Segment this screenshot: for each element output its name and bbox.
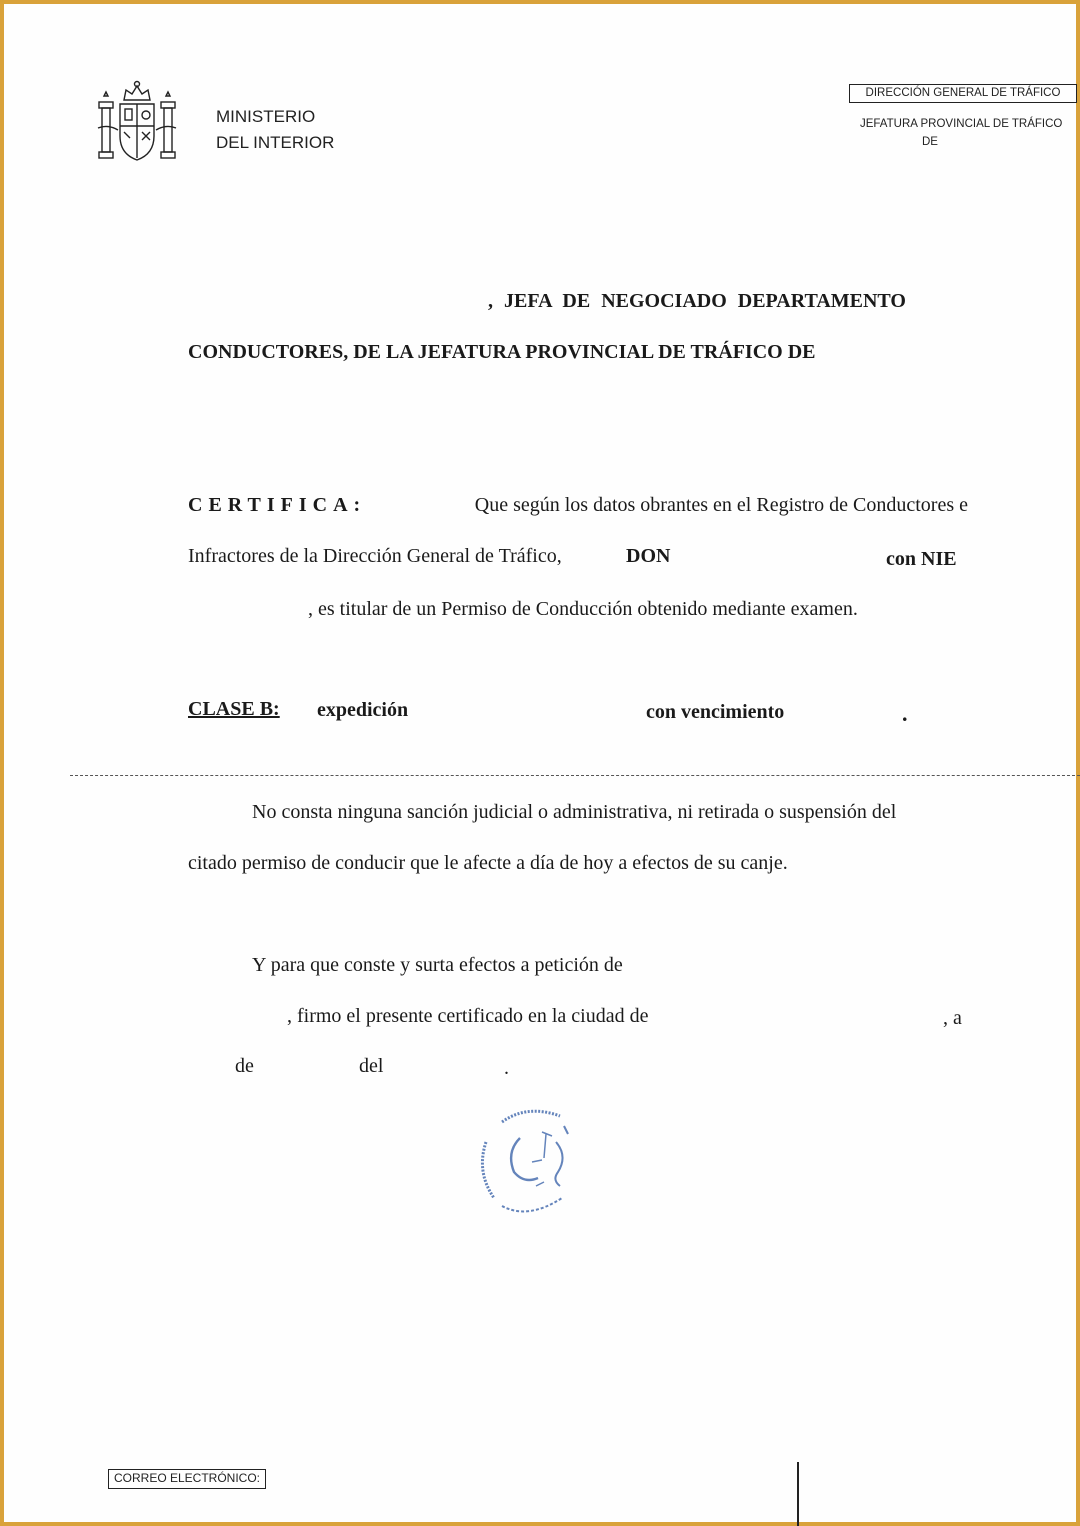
ministry-line-2: DEL INTERIOR [216, 133, 335, 152]
body-paragraph-2: citado permiso de conducir que le afecte a día de hoy a efectos de su canje. [188, 852, 788, 874]
body-paragraph-1: No consta ninguna sanción judicial o administrativa, ni retirada o suspensión del [252, 801, 897, 823]
vencimiento-label: con vencimiento [646, 701, 785, 723]
ministry-line-1: MINISTERIO [216, 107, 316, 126]
body-paragraph-3: Y para que conste y surta efectos a petición de [252, 954, 623, 976]
clase-end-dot: . [902, 701, 908, 726]
certifica-line-3: , es titular de un Permiso de Conducción obtenido mediante examen. [308, 598, 858, 620]
certifica-line-1 [188, 494, 968, 517]
certifica-word: CERTIFICA: [188, 494, 367, 516]
dgt-header-box: DIRECCIÓN GENERAL DE TRÁFICO [849, 84, 1077, 103]
body-paragraph-4: , firmo el presente certificado en la ciudad de [287, 1005, 649, 1027]
expedicion-label: expedición [317, 699, 409, 721]
date-de: de [235, 1055, 254, 1077]
footer-vertical-rule [797, 1462, 799, 1526]
heading-line-2: CONDUCTORES, DE LA JEFATURA PROVINCIAL DE TRÁFICO DE [188, 341, 816, 363]
jefatura-de-label: DE [922, 136, 938, 148]
heading-line-1: , JEFA DE NEGOCIADO DEPARTAMENTO [488, 290, 906, 312]
jefatura-label: JEFATURA PROVINCIAL DE TRÁFICO [860, 118, 1063, 130]
ministry-name [216, 104, 334, 156]
clase-b-label: CLASE B: [188, 698, 280, 720]
body-paragraph-4-end: , a [943, 1007, 962, 1029]
date-del: del [359, 1055, 384, 1077]
certifica-line-1-text: Que según los datos obrantes en el Registro de Conductores e [474, 494, 968, 516]
date-dot: . [504, 1057, 509, 1079]
dashed-divider [70, 775, 1080, 776]
certifica-line-2: Infractores de la Dirección General de Tráfico, [188, 545, 562, 567]
official-stamp-icon [472, 1102, 582, 1218]
email-label-box: CORREO ELECTRÓNICO: [108, 1469, 266, 1489]
don-label: DON [626, 545, 671, 567]
nie-label: con NIE [886, 548, 957, 570]
coat-of-arms-icon [96, 78, 178, 170]
